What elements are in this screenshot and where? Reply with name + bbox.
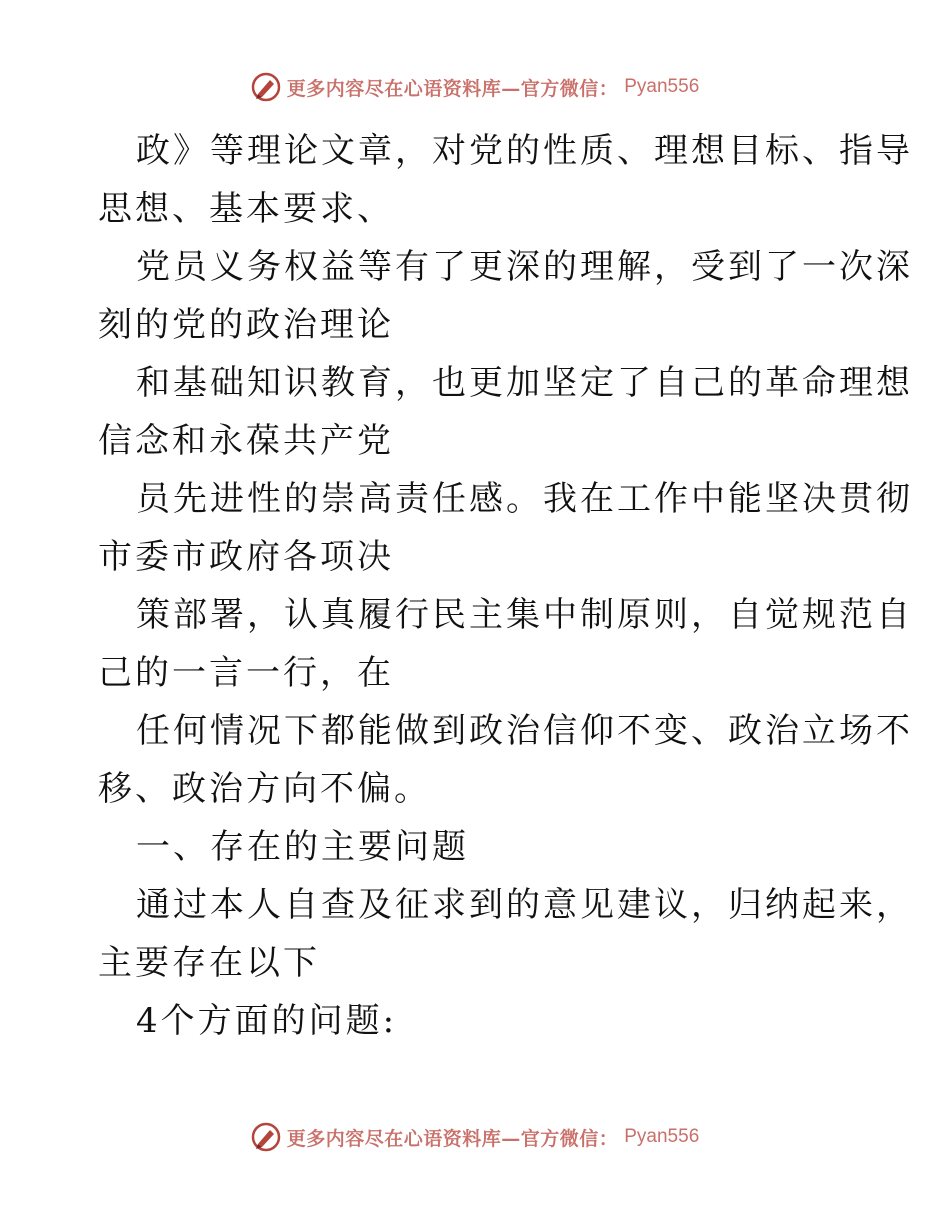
text-line: 任何情况下都能做到政治信仰不变、政治立场不 (136, 711, 913, 751)
text-line: 员先进性的崇高责任感。我在工作中能坚决贯彻 (136, 479, 913, 519)
text-line: 移、政治方向不偏。 (98, 769, 431, 809)
text-line: 信念和永葆共产党 (98, 421, 394, 461)
document-body (98, 122, 913, 1050)
text-line: 党员义务权益等有了更深的理解，受到了一次深 (136, 247, 913, 287)
footer-watermark (0, 1122, 950, 1152)
watermark-text: 更多内容尽在心语资料库—官方微信： (286, 77, 619, 100)
text-line: 刻的党的政治理论 (98, 305, 394, 345)
section-heading: 一、存在的主要问题 (136, 827, 469, 867)
text-line: 己的一言一行，在 (98, 653, 394, 693)
pen-logo-icon (251, 72, 281, 102)
text-line: 通过本人自查及征求到的意见建议，归纳起来， (136, 885, 913, 925)
text-line: 思想、基本要求、 (98, 189, 394, 229)
header-watermark (0, 72, 950, 102)
text-line: 策部署，认真履行民主集中制原则，自觉规范自 (136, 595, 913, 635)
text-line: 市委市政府各项决 (98, 537, 394, 577)
text-line: 4个方面的问题: (136, 1001, 398, 1041)
watermark-text: 更多内容尽在心语资料库—官方微信： (286, 1127, 619, 1150)
text-line: 政》等理论文章，对党的性质、理想目标、指导 (136, 131, 913, 171)
pen-logo-icon (251, 1122, 281, 1152)
watermark-contact: Pyan556 (624, 76, 700, 97)
watermark-contact: Pyan556 (624, 1126, 700, 1147)
text-line: 主要存在以下 (98, 943, 320, 983)
text-line: 和基础知识教育，也更加坚定了自己的革命理想 (136, 363, 913, 403)
